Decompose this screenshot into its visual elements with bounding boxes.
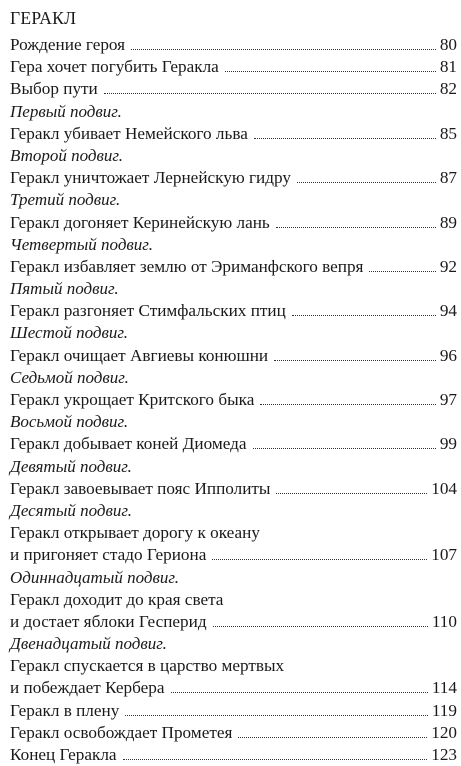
- toc-entry[interactable]: [10, 300, 457, 322]
- toc-section-label: Третий подвиг.: [10, 190, 121, 210]
- toc-entry[interactable]: [10, 700, 457, 722]
- toc-entry[interactable]: [10, 522, 457, 566]
- toc-entry-title: и побеждает Кербера: [10, 678, 165, 698]
- toc-list: [10, 34, 457, 766]
- dot-leader: [104, 93, 436, 94]
- toc-page-number: 97: [439, 390, 457, 409]
- toc-entry-title: Геракл догоняет Керинейскую лань: [10, 212, 270, 232]
- toc-entry-title: Геракл избавляет землю от Эриманфского вепря: [10, 256, 364, 276]
- toc-section-label: Девятый подвиг.: [10, 456, 132, 476]
- toc-page-number: 119: [431, 700, 457, 720]
- table-of-contents: [10, 6, 457, 766]
- toc-entry-title-line: Геракл спускается в царство мертвых: [10, 656, 285, 676]
- toc-section-label: Двенадцатый подвиг.: [10, 634, 167, 654]
- dot-leader: [213, 626, 428, 627]
- toc-page-number: 80: [439, 35, 457, 54]
- dot-leader: [125, 715, 428, 716]
- toc-page-number: 94: [439, 301, 457, 321]
- toc-entry-title: и пригоняет стадо Гериона: [10, 545, 207, 565]
- toc-section-label: Пятый подвиг.: [10, 279, 119, 299]
- toc-entry-title-line: Геракл открывает дорогу к океану: [10, 523, 260, 543]
- toc-entry-title: Геракл очищает Авгиевы конюшни: [10, 345, 269, 365]
- toc-section-label: Второй подвиг.: [10, 145, 124, 165]
- dot-leader: [253, 448, 436, 449]
- toc-page-number: 87: [439, 168, 457, 188]
- toc-entry-title: Конец Геракла: [10, 745, 117, 764]
- dot-leader: [292, 315, 436, 316]
- toc-section-label: Четвертый подвиг.: [10, 234, 153, 254]
- toc-page-number: 89: [439, 212, 457, 232]
- toc-entry[interactable]: [10, 123, 457, 145]
- dot-leader: [254, 138, 436, 139]
- toc-entry[interactable]: [10, 478, 457, 500]
- dot-leader: [276, 227, 436, 228]
- toc-page-number: 104: [431, 478, 457, 498]
- dot-leader: [212, 559, 427, 560]
- dot-leader: [238, 737, 427, 738]
- toc-entry[interactable]: [10, 389, 457, 411]
- dot-leader: [297, 182, 436, 183]
- toc-entry[interactable]: [10, 167, 457, 189]
- toc-entry[interactable]: [10, 212, 457, 234]
- toc-page-number: 114: [431, 678, 457, 698]
- toc-entry-title: Геракл завоевывает пояс Ипполиты: [10, 478, 271, 498]
- toc-section-label: Десятый подвиг.: [10, 500, 133, 520]
- dot-leader: [274, 360, 436, 361]
- dot-leader: [225, 71, 436, 72]
- toc-section-label: Одиннадцатый подвиг.: [10, 567, 180, 587]
- toc-entry[interactable]: [10, 433, 457, 455]
- toc-section-label: Восьмой подвиг.: [10, 412, 129, 432]
- toc-entry[interactable]: [10, 722, 457, 744]
- toc-entry[interactable]: [10, 78, 457, 100]
- toc-entry[interactable]: [10, 744, 457, 766]
- toc-entry[interactable]: [10, 655, 457, 699]
- toc-section-label: Шестой подвиг.: [10, 323, 129, 343]
- toc-entry-title: Выбор пути: [10, 79, 98, 99]
- toc-page-number: 92: [439, 256, 457, 276]
- toc-entry[interactable]: [10, 56, 457, 78]
- toc-page-number: 82: [439, 79, 457, 99]
- toc-page-number: 110: [431, 611, 457, 631]
- toc-entry-title: Геракл убивает Немейского льва: [10, 123, 248, 143]
- dot-leader: [260, 404, 435, 405]
- toc-entry-title: Геракл разгоняет Стимфальских птиц: [10, 301, 286, 321]
- dot-leader: [369, 271, 435, 272]
- dot-leader: [131, 49, 436, 50]
- toc-entry[interactable]: [10, 256, 457, 278]
- toc-page-number: 107: [431, 545, 457, 565]
- toc-entry-title: Гера хочет погубить Геракла: [10, 57, 219, 77]
- toc-page-number: 99: [439, 434, 457, 454]
- toc-section-label: Первый подвиг.: [10, 101, 122, 121]
- dot-leader: [171, 692, 428, 693]
- toc-entry-title: Геракл укрощает Критского быка: [10, 390, 255, 409]
- toc-page-number: 123: [431, 745, 457, 764]
- toc-entry-title-line: Геракл доходит до края света: [10, 589, 224, 609]
- dot-leader: [276, 493, 427, 494]
- toc-entry-title: Рождение героя: [10, 35, 126, 54]
- toc-page-number: 96: [439, 345, 457, 365]
- toc-entry[interactable]: [10, 34, 457, 56]
- toc-section-label: Седьмой подвиг.: [10, 367, 129, 387]
- toc-entry-title: Геракл уничтожает Лернейскую гидру: [10, 168, 291, 188]
- dot-leader: [123, 759, 428, 760]
- toc-page-number: 120: [431, 722, 457, 742]
- toc-entry-title: и достает яблоки Гесперид: [10, 611, 207, 631]
- section-heading: ГЕРАКЛ: [10, 8, 77, 28]
- toc-page-number: 85: [439, 123, 457, 143]
- toc-entry-title: Геракл добывает коней Диомеда: [10, 434, 247, 454]
- toc-entry-title: Геракл в плену: [10, 700, 120, 720]
- toc-entry[interactable]: [10, 589, 457, 633]
- toc-page-number: 81: [439, 57, 457, 77]
- toc-entry[interactable]: [10, 345, 457, 367]
- toc-entry-title: Геракл освобождает Прометея: [10, 722, 233, 742]
